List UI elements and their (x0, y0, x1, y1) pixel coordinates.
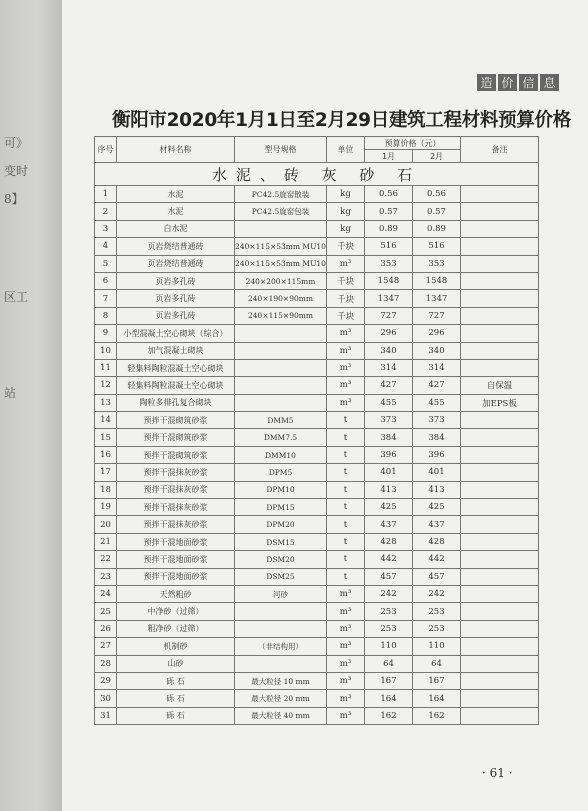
cell-no: 3 (95, 220, 117, 237)
cell-name: 预拌干混抹灰砂浆 (117, 499, 235, 516)
cell-feb: 0.89 (413, 220, 461, 237)
cell-name: 白水泥 (117, 220, 235, 237)
cell-feb: 516 (413, 238, 461, 255)
cell-feb: 340 (413, 342, 461, 359)
table-row (95, 707, 539, 724)
cell-name: 水泥 (117, 203, 235, 220)
cell-no: 7 (95, 290, 117, 307)
cell-feb: 401 (413, 464, 461, 481)
cell-spec: DPM10 (235, 481, 327, 498)
cell-name: 粗净砂（过筛） (117, 620, 235, 637)
cell-no: 17 (95, 464, 117, 481)
cell-no: 21 (95, 533, 117, 550)
cell-unit: kg (327, 186, 365, 203)
cell-feb: 167 (413, 672, 461, 689)
header-unit: 单位 (327, 137, 365, 163)
cell-feb: 1548 (413, 272, 461, 289)
table-row (95, 638, 539, 655)
cell-jan: 384 (365, 429, 413, 446)
cell-spec (235, 655, 327, 672)
cell-spec: DMM7.5 (235, 429, 327, 446)
table-row (95, 429, 539, 446)
cell-name: 预拌干混抹灰砂浆 (117, 516, 235, 533)
cell-name: 水泥 (117, 186, 235, 203)
cell-feb: 437 (413, 516, 461, 533)
cell-unit: t (327, 481, 365, 498)
cell-spec (235, 359, 327, 376)
cell-note (461, 220, 539, 237)
table-row (95, 394, 539, 411)
table-row (95, 359, 539, 376)
cell-jan: 425 (365, 499, 413, 516)
cell-unit: m³ (327, 377, 365, 394)
cell-note (461, 516, 539, 533)
cell-feb: 162 (413, 707, 461, 724)
cell-no: 23 (95, 568, 117, 585)
cell-unit: t (327, 516, 365, 533)
cell-spec: 河砂 (235, 585, 327, 602)
cell-note (461, 203, 539, 220)
cell-unit: m³ (327, 655, 365, 672)
page-title: 衡阳市2020年1月1日至2月29日建筑工程材料预算价格 (112, 110, 571, 131)
cell-name: 砾 石 (117, 707, 235, 724)
table-row (95, 255, 539, 272)
header-name: 材料名称 (117, 137, 235, 163)
cell-jan: 0.56 (365, 186, 413, 203)
cell-feb: 442 (413, 551, 461, 568)
table-row (95, 238, 539, 255)
cell-no: 19 (95, 499, 117, 516)
cell-unit: t (327, 464, 365, 481)
cell-note (461, 342, 539, 359)
table-row (95, 672, 539, 689)
cell-spec (235, 603, 327, 620)
cell-unit: kg (327, 220, 365, 237)
adjacent-page-strip (0, 0, 62, 811)
cell-unit: t (327, 533, 365, 550)
cell-feb: 373 (413, 412, 461, 429)
cell-name: 预拌干混地面砂浆 (117, 568, 235, 585)
cell-unit: t (327, 499, 365, 516)
table-row (95, 290, 539, 307)
cell-spec: 240×190×90mm (235, 290, 327, 307)
header-price-group: 预算价格（元） (365, 137, 461, 150)
table-row (95, 220, 539, 237)
cell-jan: 401 (365, 464, 413, 481)
cell-no: 25 (95, 603, 117, 620)
cell-unit: t (327, 412, 365, 429)
cell-feb: 164 (413, 690, 461, 707)
header-tag-char: 价 (498, 74, 517, 91)
cell-jan: 457 (365, 568, 413, 585)
cell-unit: 千块 (327, 238, 365, 255)
cell-no: 15 (95, 429, 117, 446)
cell-spec (235, 220, 327, 237)
cell-spec: 最大粒径 10 mm (235, 672, 327, 689)
cell-jan: 110 (365, 638, 413, 655)
cell-name: 砾 石 (117, 672, 235, 689)
cell-name: 陶粒多排孔复合砌块 (117, 394, 235, 411)
header-no: 序号 (95, 137, 117, 163)
cell-spec: 240×115×53mm MU10 (235, 255, 327, 272)
cell-unit: m³ (327, 255, 365, 272)
cell-jan: 340 (365, 342, 413, 359)
cell-name: 预拌干混地面砂浆 (117, 551, 235, 568)
table-row (95, 307, 539, 324)
cell-unit: m³ (327, 394, 365, 411)
cell-name: 预拌干混砌筑砂浆 (117, 412, 235, 429)
cell-jan: 373 (365, 412, 413, 429)
cell-no: 5 (95, 255, 117, 272)
table-body (95, 163, 539, 725)
cell-name: 砾 石 (117, 690, 235, 707)
cell-note: 加EPS板 (461, 394, 539, 411)
cell-no: 14 (95, 412, 117, 429)
cell-spec: PC42.5旋窑散装 (235, 186, 327, 203)
cell-name: 页岩烧结普通砖 (117, 255, 235, 272)
cell-no: 22 (95, 551, 117, 568)
cell-unit: 千块 (327, 290, 365, 307)
cell-no: 10 (95, 342, 117, 359)
cell-feb: 1347 (413, 290, 461, 307)
cell-no: 2 (95, 203, 117, 220)
cell-feb: 396 (413, 446, 461, 463)
cell-name: 页岩烧结普通砖 (117, 238, 235, 255)
cell-spec: DPM15 (235, 499, 327, 516)
cell-note (461, 585, 539, 602)
header-spec: 型号规格 (235, 137, 327, 163)
cell-name: 轻集料陶粒混凝土空心砌块 (117, 377, 235, 394)
cell-feb: 253 (413, 620, 461, 637)
cell-no: 18 (95, 481, 117, 498)
table-row (95, 412, 539, 429)
cell-feb: 0.57 (413, 203, 461, 220)
price-table (94, 136, 539, 725)
cell-no: 8 (95, 307, 117, 324)
cell-name: 小型混凝土空心砌块（综合） (117, 325, 235, 342)
cell-no: 6 (95, 272, 117, 289)
cell-jan: 396 (365, 446, 413, 463)
cell-jan: 437 (365, 516, 413, 533)
cell-feb: 455 (413, 394, 461, 411)
cell-jan: 162 (365, 707, 413, 724)
cell-no: 13 (95, 394, 117, 411)
cell-jan: 428 (365, 533, 413, 550)
header-tag-char: 信 (519, 74, 538, 91)
cell-name: 预拌干混砌筑砂浆 (117, 429, 235, 446)
cell-feb: 353 (413, 255, 461, 272)
cell-spec: 240×115×90mm (235, 307, 327, 324)
cell-no: 12 (95, 377, 117, 394)
cell-jan: 442 (365, 551, 413, 568)
table-row (95, 551, 539, 568)
cell-name: 预拌干混抹灰砂浆 (117, 481, 235, 498)
table-row (95, 481, 539, 498)
cell-note (461, 238, 539, 255)
cell-feb: 457 (413, 568, 461, 585)
cell-name: 页岩多孔砖 (117, 290, 235, 307)
cell-spec: 240×200×115mm (235, 272, 327, 289)
cell-note (461, 412, 539, 429)
table-row (95, 655, 539, 672)
cell-name: 山砂 (117, 655, 235, 672)
cell-name: 页岩多孔砖 (117, 272, 235, 289)
cell-note (461, 655, 539, 672)
cell-no: 29 (95, 672, 117, 689)
cell-feb: 425 (413, 499, 461, 516)
cell-no: 16 (95, 446, 117, 463)
cell-note (461, 307, 539, 324)
cell-no: 20 (95, 516, 117, 533)
header-tag-char: 息 (540, 74, 559, 91)
cell-feb: 253 (413, 603, 461, 620)
cell-unit: m³ (327, 620, 365, 637)
cell-spec: 240×115×53mm MU10 (235, 238, 327, 255)
table-row (95, 272, 539, 289)
cell-unit: 千块 (327, 272, 365, 289)
cell-note (461, 429, 539, 446)
cell-jan: 242 (365, 585, 413, 602)
cell-note (461, 690, 539, 707)
document-page (62, 0, 588, 811)
cell-jan: 455 (365, 394, 413, 411)
cell-feb: 296 (413, 325, 461, 342)
table-row (95, 533, 539, 550)
cell-note (461, 186, 539, 203)
adjacent-text-fragment: 可》 (4, 136, 29, 150)
cell-spec: DPM20 (235, 516, 327, 533)
cell-note (461, 272, 539, 289)
cell-spec: 最大粒径 20 mm (235, 690, 327, 707)
cell-spec: （非结构用） (235, 638, 327, 655)
cell-jan: 253 (365, 603, 413, 620)
cell-spec: 最大粒径 40 mm (235, 707, 327, 724)
cell-unit: t (327, 551, 365, 568)
table-row (95, 568, 539, 585)
cell-unit: kg (327, 203, 365, 220)
cell-unit: t (327, 446, 365, 463)
cell-feb: 64 (413, 655, 461, 672)
cell-jan: 167 (365, 672, 413, 689)
cell-note (461, 464, 539, 481)
cell-note (461, 325, 539, 342)
cell-unit: m³ (327, 672, 365, 689)
section-title: 水泥、砖 灰 砂 石 (95, 163, 539, 186)
table-row (95, 585, 539, 602)
cell-feb: 413 (413, 481, 461, 498)
cell-note (461, 551, 539, 568)
cell-no: 30 (95, 690, 117, 707)
cell-jan: 0.89 (365, 220, 413, 237)
cell-jan: 1548 (365, 272, 413, 289)
table-row (95, 342, 539, 359)
table-row (95, 377, 539, 394)
cell-no: 28 (95, 655, 117, 672)
cell-unit: m³ (327, 638, 365, 655)
cell-no: 11 (95, 359, 117, 376)
cell-spec: DSM15 (235, 533, 327, 550)
adjacent-text-fragment: 站 (4, 386, 17, 400)
cell-no: 24 (95, 585, 117, 602)
cell-jan: 64 (365, 655, 413, 672)
cell-note (461, 481, 539, 498)
cell-name: 机制砂 (117, 638, 235, 655)
cell-note (461, 255, 539, 272)
cell-feb: 384 (413, 429, 461, 446)
cell-feb: 110 (413, 638, 461, 655)
cell-name: 页岩多孔砖 (117, 307, 235, 324)
cell-jan: 296 (365, 325, 413, 342)
cell-unit: m³ (327, 603, 365, 620)
cell-jan: 164 (365, 690, 413, 707)
cell-unit: t (327, 429, 365, 446)
cell-spec: DPM5 (235, 464, 327, 481)
cell-no: 4 (95, 238, 117, 255)
cell-unit: t (327, 568, 365, 585)
table-row (95, 499, 539, 516)
cell-feb: 0.56 (413, 186, 461, 203)
cell-name: 预拌干混砌筑砂浆 (117, 446, 235, 463)
cell-note (461, 568, 539, 585)
cell-unit: m³ (327, 690, 365, 707)
cell-name: 天然粗砂 (117, 585, 235, 602)
table-row (95, 603, 539, 620)
cell-note (461, 359, 539, 376)
cell-feb: 727 (413, 307, 461, 324)
cell-unit: m³ (327, 707, 365, 724)
cell-feb: 427 (413, 377, 461, 394)
cell-jan: 727 (365, 307, 413, 324)
table-row (95, 690, 539, 707)
table-row (95, 186, 539, 203)
cell-feb: 314 (413, 359, 461, 376)
adjacent-text-fragment: 变时 (4, 164, 29, 178)
cell-jan: 427 (365, 377, 413, 394)
adjacent-text-fragment: 区工 (4, 290, 29, 304)
cell-jan: 314 (365, 359, 413, 376)
cell-note (461, 290, 539, 307)
cell-no: 31 (95, 707, 117, 724)
cell-spec (235, 620, 327, 637)
table-row (95, 464, 539, 481)
cell-unit: m³ (327, 359, 365, 376)
cell-unit: m³ (327, 342, 365, 359)
cell-note (461, 672, 539, 689)
cell-note (461, 638, 539, 655)
cell-jan: 516 (365, 238, 413, 255)
cell-note (461, 620, 539, 637)
cell-note (461, 707, 539, 724)
cell-name: 预拌干混地面砂浆 (117, 533, 235, 550)
cell-spec: DMM5 (235, 412, 327, 429)
cell-name: 轻集料陶粒混凝土空心砌块 (117, 359, 235, 376)
cell-spec (235, 325, 327, 342)
header-jan: 1月 (365, 150, 413, 163)
cell-note (461, 533, 539, 550)
cell-feb: 428 (413, 533, 461, 550)
cell-name: 加气混凝土砌块 (117, 342, 235, 359)
table-row (95, 325, 539, 342)
header-tag (477, 74, 559, 91)
cell-note (461, 446, 539, 463)
cell-no: 1 (95, 186, 117, 203)
cell-jan: 0.57 (365, 203, 413, 220)
cell-feb: 242 (413, 585, 461, 602)
table-row (95, 620, 539, 637)
table-row (95, 446, 539, 463)
cell-unit: m³ (327, 325, 365, 342)
cell-spec (235, 394, 327, 411)
header-note: 备注 (461, 137, 539, 163)
header-feb: 2月 (413, 150, 461, 163)
cell-jan: 253 (365, 620, 413, 637)
cell-note: 自保温 (461, 377, 539, 394)
cell-no: 26 (95, 620, 117, 637)
page-number: · 61 · (482, 766, 513, 780)
cell-unit: m³ (327, 585, 365, 602)
cell-spec: DSM25 (235, 568, 327, 585)
adjacent-text-fragment: 8】 (4, 192, 24, 206)
cell-name: 预拌干混抹灰砂浆 (117, 464, 235, 481)
cell-no: 27 (95, 638, 117, 655)
cell-spec: PC42.5旋窑包装 (235, 203, 327, 220)
cell-jan: 353 (365, 255, 413, 272)
cell-spec: DMM10 (235, 446, 327, 463)
cell-note (461, 603, 539, 620)
cell-spec (235, 377, 327, 394)
cell-name: 中净砂（过筛） (117, 603, 235, 620)
table-row (95, 203, 539, 220)
cell-spec: DSM20 (235, 551, 327, 568)
cell-jan: 413 (365, 481, 413, 498)
cell-spec (235, 342, 327, 359)
table-row (95, 516, 539, 533)
cell-unit: 千块 (327, 307, 365, 324)
header-tag-char: 造 (477, 74, 496, 91)
cell-note (461, 499, 539, 516)
cell-jan: 1347 (365, 290, 413, 307)
cell-no: 9 (95, 325, 117, 342)
